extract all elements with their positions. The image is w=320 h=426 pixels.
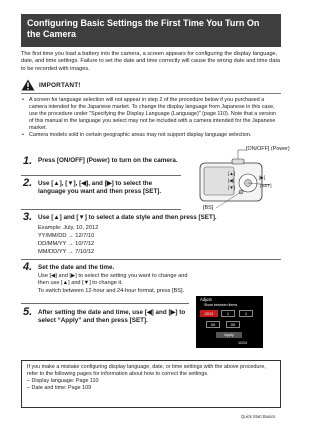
down-label: [▼] [228,185,236,190]
example-row: MM/DD/YY → 7/10/12 [38,249,95,255]
intro-text: The first time you load a battery into the camera, a screen appears for configuring the display language, date, and time settings. Failure to set the date and time correctly will cause the wrong date and time data to be recorded with images. [21,51,281,72]
step-text: Set the date and the time. [38,264,115,271]
footer-text: Quick Start Basics [241,414,276,419]
important-divider [21,93,281,94]
step-divider [21,259,281,260]
note-text: If you make a mistake configuring display language, date, or time settings with the above procedure, refer to the following pages for information about how to correct the settings. [27,364,266,377]
step-number: 2. [23,177,33,189]
step-number: 1. [23,155,33,167]
step-number: 4. [23,261,33,273]
lcd-month: 1 [221,310,235,317]
step-text: Use [▲], [▼], [◀], and [▶] to select the language you want and then press [SET]. [38,180,162,195]
example-row: YY/MM/DD → 12/7/10 [38,233,95,239]
lcd-subtitle: Show between items [204,303,238,307]
step-divider [21,303,189,304]
example-label: Example: July, 10, 2012 [38,225,99,231]
example-row: DD/MM/YY → 10/7/12 [38,241,95,247]
step-text: Use [▲] and [▼] to select a date style and then press [SET]. [38,214,217,221]
step-number: 3. [23,211,33,223]
lcd-hour: 00 [206,321,220,328]
left-label: [◀] [228,178,235,183]
lcd-minute: 00 [226,321,240,328]
step-detail: Use [◀] and [▶] to select the setting you want to change and then use [▲] and [▼] to change it. [38,273,188,287]
bs-label: [BS] [203,205,214,211]
set-label: [SET] [260,183,272,188]
note-item: – Date and time: Page 109 [27,385,92,391]
important-bullet: • A screen for language selection will not appear in step 2 of the procedure below if you purchased a camera intended for the Japanese market. To change the display language from Japanese in this case, use the procedure under "Specifying the Display Language (Language)" (page 110). Note that a version of this manual in the language you select may not be included with a camera intended for the Japanese market. [22,97,277,131]
lcd-day: 1 [239,310,253,317]
lcd-hint: 12/24 [238,341,247,345]
note-box [21,360,281,408]
step-detail: To switch between 12-hour and 24-hour format, press [BS]. [38,288,185,294]
step-divider [21,209,181,210]
up-label: [▲] [228,171,236,176]
step-divider [21,175,181,176]
step-text: Press [ON/OFF] (Power) to turn on the camera. [38,157,178,164]
camera-illustration [186,145,290,225]
lcd-title: Adjust [200,297,212,302]
step-number: 5. [23,306,33,318]
note-item: – Display language: Page 110 [27,378,99,384]
right-label: [▶] [259,175,266,180]
important-bullet: • Camera models sold in certain geographic areas may not support display language selection. [22,132,252,138]
onoff-label: [ON/OFF] (Power) [246,146,290,152]
camera-lcd-screen [196,296,263,348]
important-heading [21,78,81,92]
important-title: IMPORTANT! [39,81,81,89]
lcd-year: 2012 [200,310,218,317]
page-title: Configuring Basic Settings the First Time You Turn On the Camera [21,14,281,47]
step-text: After setting the date and time, use [◀] and [▶] to select “Apply” and then press [SET]. [38,309,186,324]
warning-icon [21,79,35,91]
lcd-apply: Apply [216,332,242,338]
